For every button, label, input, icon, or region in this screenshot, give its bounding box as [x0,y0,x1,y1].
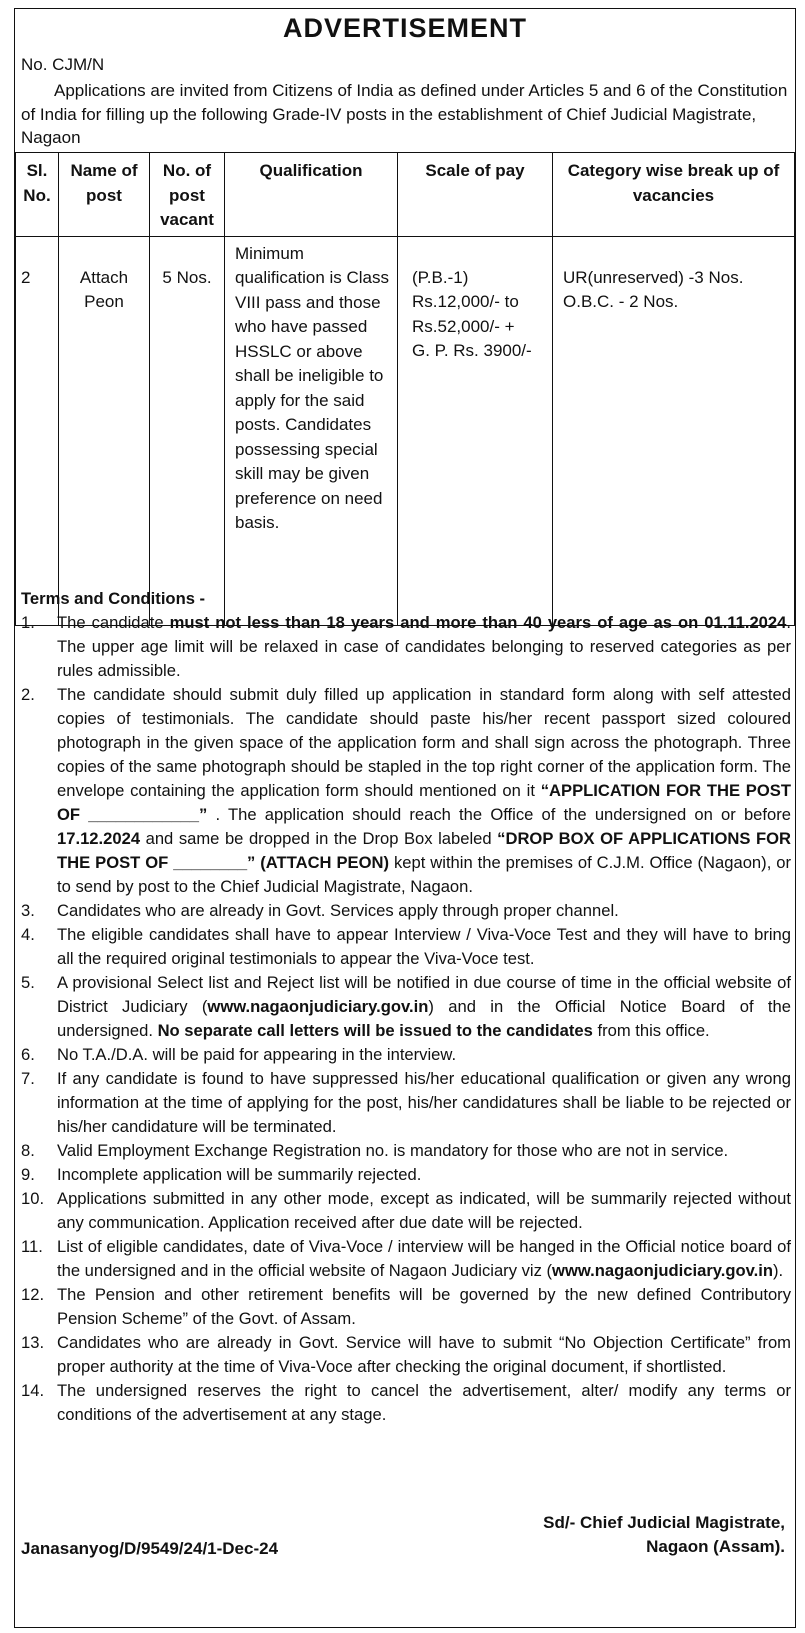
item-number: 7. [21,1069,35,1088]
signature-block [543,1511,785,1559]
pay-band: (P.B.-1) [412,267,469,287]
item-number: 8. [21,1141,35,1160]
item-number: 3. [21,901,35,920]
cell-category [553,236,795,625]
header-posts-vacant: No. of post vacant [150,153,225,237]
cell-sl-no: 2 [16,236,59,625]
header-name-of-post: Name of post [59,153,150,237]
header-qualification: Qualification [225,153,398,237]
item-number: 14. [21,1381,45,1400]
advertisement-page [14,8,796,1628]
item-text: Candidates who are already in Govt. Service will have to submit “No Objection Certificate” from proper authority at the time of Viva-Voce after checking the original document, if shortlisted. [57,1333,791,1376]
list-item [21,1331,791,1379]
drop-box-label-bold: “DROP BOX OF APPLICATIONS FOR THE POST OF ________” (ATTACH PEON) [57,829,791,872]
website-link: www.nagaonjudiciary.gov.in [207,997,429,1016]
due-date-bold: 17.12.2024 [57,829,141,848]
pay-range-max: Rs.52,000/- + [412,316,515,336]
item-number: 4. [21,925,35,944]
item-text: The eligible candidates shall have to appear Interview / Viva-Voce Test and they will have to bring all the required original testimonials to appear the Viva-Voce test. [57,925,791,968]
item-text: The Pension and other retirement benefits will be governed by the new defined Contributory Pension Scheme” of the Govt. of Assam. [57,1285,791,1328]
list-item [21,611,791,683]
list-item [21,1283,791,1331]
list-item [21,1067,791,1139]
item-number: 12. [21,1285,45,1304]
list-item [21,683,791,899]
item-text: The undersigned reserves the right to cancel the advertisement, alter/ modify any terms or conditions of the advertisement at any stage. [57,1381,791,1424]
header-sl-no: Sl. No. [16,153,59,237]
call-letter-notice-bold: No separate call letters will be issued to the candidates [157,1021,593,1040]
item-number: 2. [21,685,35,704]
list-item [21,1235,791,1283]
envelope-label-bold: “APPLICATION FOR THE POST OF ____________” [57,781,791,824]
item-text: The candidate must not less than 18 years and more than 40 years of age as on 01.11.2024. The upper age limit will be relaxed in case of candidates belonging to reserved categories as per rules admissible. [57,613,791,680]
cell-posts-vacant: 5 Nos. [150,236,225,625]
signature-title: Sd/- Chief Judicial Magistrate, [543,1513,785,1532]
pay-range-min: Rs.12,000/- to [412,292,519,311]
cell-qualification: Minimum qualification is Class VIII pass and those who have passed HSSLC or above shall be ineligible to apply for the said posts. Candidates possessing special skill may be given preference on need basis. [225,236,398,625]
list-item [21,1379,791,1427]
item-text: A provisional Select list and Reject list will be notified in due course of time in the official website of District Judiciary (www.nagaonjudiciary.gov.in) and in the Official Notice Board of the undersigned. No separate call letters will be issued to the candidates from this office. [57,973,791,1040]
item-number: 6. [21,1045,35,1064]
table-row [16,236,795,625]
item-text: List of eligible candidates, date of Viva-Voce / interview will be hanged in the Official notice board of the undersigned and in the official website of Nagaon Judiciary viz (www.nagaonjudiciary.gov.in). [57,1237,791,1280]
item-number: 1. [21,613,35,632]
item-text: Valid Employment Exchange Registration no. is mandatory for those who are not in service. [57,1141,729,1160]
list-item [21,1163,791,1187]
signature-location: Nagaon (Assam). [646,1537,785,1556]
list-item [21,899,791,923]
page-title: ADVERTISEMENT [282,13,528,43]
age-limit-bold: must not less than 18 years and more than 40 years of age as on 01.11.2024 [169,613,787,632]
table-header-row [16,153,795,237]
vacancy-table [15,152,795,626]
footer-reference: Janasanyog/D/9549/24/1-Dec-24 [21,1539,279,1558]
header-scale-of-pay: Scale of pay [398,153,553,237]
list-item [21,1139,791,1163]
item-text: No T.A./D.A. will be paid for appearing in the interview. [57,1045,457,1064]
website-link: www.nagaonjudiciary.gov.in [552,1261,774,1280]
terms-heading: Terms and Conditions - [21,589,206,608]
category-ur: UR(unreserved) -3 Nos. [563,267,744,287]
item-text: The candidate should submit duly filled up application in standard form along with self attested copies of testimonials. The candidate should paste his/her recent passport sized coloured photograph in the given space of the application form and shall sign across the photograph. Three copies of the same photograph should be stapled in the top right corner of the application form. The envelope containing the application form should mentioned on it “APPLICATION FOR THE POST OF ____________” . The application should reach the Office of the undersigned on or before 17.12.2024 and same be dropped in the Drop Box labeled “DROP BOX OF APPLICATIONS FOR THE POST OF ________” (ATTACH PEON) kept within the premises of C.J.M. Office (Nagaon), or to send by post to the Chief Judicial Magistrate, Nagaon. [57,685,791,896]
list-item [21,971,791,1043]
intro-paragraph: Applications are invited from Citizens of India as defined under Articles 5 and 6 of the Constitution of India for filling up the following Grade-IV posts in the establishment of Chief Judicial Magistrate, Nagaon [21,81,788,147]
item-text: If any candidate is found to have suppressed his/her educational qualification or given any wrong information at the time of applying for the post, his/her candidatures shall be liable to be rejected or his/her candidature will be terminated. [57,1069,791,1136]
header-category: Category wise break up of vacancies [553,153,795,237]
category-obc: O.B.C. - 2 Nos. [563,292,679,311]
item-number: 5. [21,973,35,992]
grade-pay: G. P. Rs. 3900/- [412,341,532,360]
item-text: Incomplete application will be summarily rejected. [57,1165,422,1184]
item-number: 9. [21,1165,35,1184]
list-item [21,1043,791,1067]
reference-number: No. CJM/N [21,55,105,74]
terms-and-conditions [21,587,791,1427]
item-number: 10. [21,1189,45,1208]
cell-name-of-post: Attach Peon [59,236,150,625]
cell-scale-of-pay [398,236,553,625]
list-item [21,923,791,971]
item-number: 11. [21,1237,43,1256]
item-number: 13. [21,1333,45,1352]
item-text: Applications submitted in any other mode, except as indicated, will be summarily rejected without any communication. Application received after due date will be rejected. [57,1189,791,1232]
list-item [21,1187,791,1235]
item-text: Candidates who are already in Govt. Services apply through proper channel. [57,901,619,920]
